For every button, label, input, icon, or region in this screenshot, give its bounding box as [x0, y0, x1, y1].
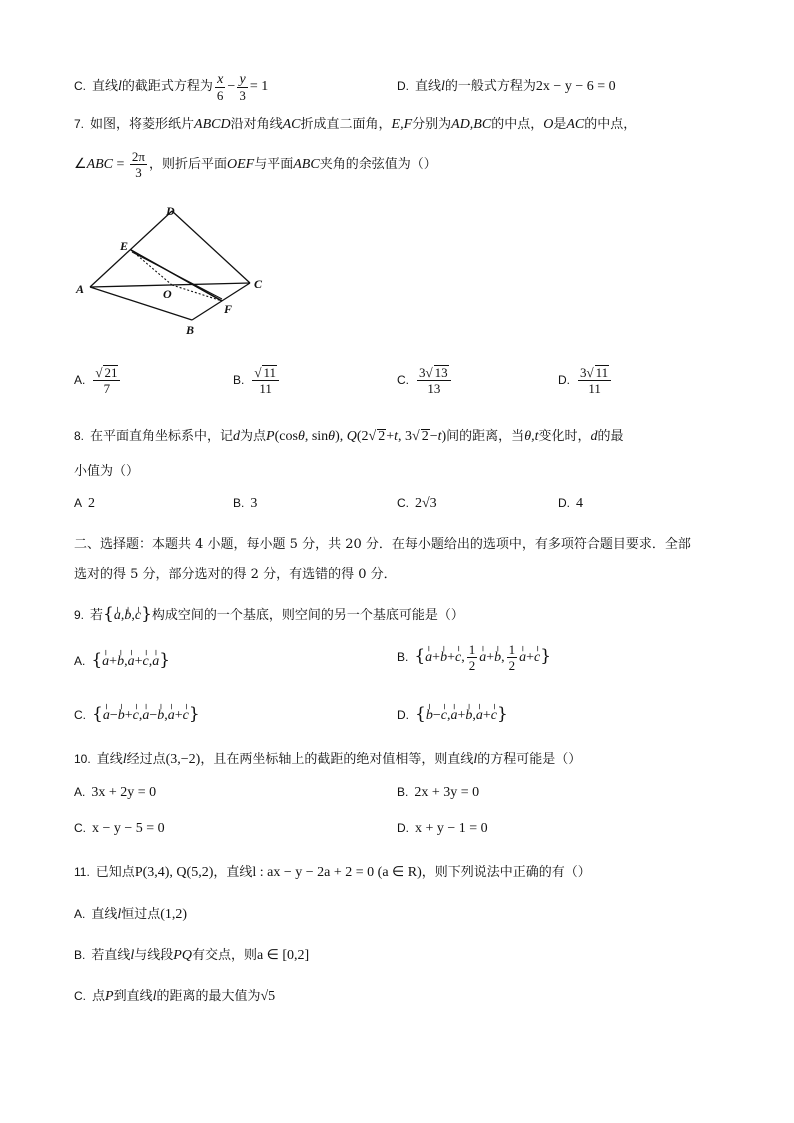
q8-option-d: D. 4 [558, 496, 583, 511]
label-e: E [120, 239, 129, 253]
general-equation: 2x − y − 6 = 0 [535, 79, 616, 94]
q9-option-b: B. {╷ a+╷ b+╷ c, $\frac{1}{2}$ ╷ a+╷ b, $\frac{1}{2}$ ╷ a+╷ c} [397, 642, 551, 673]
label-c: C [254, 277, 263, 291]
q11-option-b: B. 若直线l与线段PQ有交点，则a ∈ [0,2] [74, 948, 310, 963]
q11-stem: 11. 已知点P(3,4), Q(5,2)，直线l : ax − y − 2a + 2 = 0 (a ∈ R)，则下列说法中正确的有（） [74, 865, 591, 880]
question-number: 11. [74, 865, 90, 879]
option-label: D. [397, 79, 409, 93]
question-number: 10. [74, 752, 91, 766]
q10-option-b: B. 2x + 3y = 0 [397, 785, 480, 800]
q9-option-a: A. {╷ a+╷ b,╷ a+╷ c,╷ a} [74, 650, 170, 670]
label-a: A [76, 282, 85, 296]
section-2-heading-cont: 选对的得 5 分，部分选对的得 2 分，有选错的得 0 分． [74, 567, 397, 582]
q10-option-a: A. 3x + 2y = 0 [74, 785, 157, 800]
q11-option-c: C. 点P到直线l的距离的最大值为√5 [74, 989, 276, 1004]
q7-option-b: B. √ $\frac{11}{11}$ [233, 365, 281, 396]
q7-option-a: A. √ $\frac{21}{7}$ [74, 365, 122, 396]
label-o: O [163, 287, 172, 301]
section-2-heading: 二、选择题：本题共 4 小题，每小题 5 分，共 20 分．在每小题给出的选项中，有多项符合题目要求．全部 [74, 537, 691, 552]
q8-option-b: B. 3 [233, 496, 258, 511]
q6-option-c: C. 直线l的截距式方程为 $\frac{x}{6}$ − $\frac{y}{3}$ = 1 [74, 71, 269, 103]
q7-stem-line2: ∠ABC = $\frac{2\pi}{3}$ ，则折后平面OEF与平面ABC夹角的余弦值为（） [74, 149, 437, 180]
q10-stem: 10. 直线l经过点(3,−2)，且在两坐标轴上的截距的绝对值相等，则直线l的方程可能是（） [74, 752, 582, 767]
q7-stem-line1: 7. 如图，将菱形纸片ABCD沿对角线AC折成直二面角，E,F分别为AD,BC的中点，O是AC的中点， [74, 117, 637, 132]
label-d: D [166, 204, 175, 218]
q8-stem-line2: 小值为（） [74, 464, 140, 479]
rhombus-figure [72, 200, 272, 340]
q11-option-a: A. 直线l恒过点(1,2) [74, 907, 188, 922]
label-b: B [186, 323, 195, 337]
q9-stem: 9. 若{╷ a,╷ b,╷ c}构成空间的一个基底，则空间的另一个基底可能是（） [74, 600, 464, 628]
q10-option-d: D. x + y − 1 = 0 [397, 821, 488, 836]
q8-option-a: A 2 [74, 496, 96, 511]
q7-option-d: D. $\frac{3√ 11}{11}$ [558, 365, 613, 396]
label-f: F [224, 302, 233, 316]
q8-option-c: C. 2√3 [397, 496, 437, 511]
question-number: 8. [74, 429, 85, 443]
q6-option-d: D. 直线l的一般式方程为2x − y − 6 = 0 [397, 79, 616, 94]
q10-option-c: C. x − y − 5 = 0 [74, 821, 165, 836]
question-number: 7. [74, 117, 85, 131]
q7-option-c: C. $\frac{3√ 13}{13}$ [397, 365, 453, 396]
q8-stem-line1: 8. 在平面直角坐标系中，记d为点P(cosθ, sinθ), Q(2√ 2+t, 3√ 2−t)间的距离，当θ,t变化时，d的最 [74, 426, 624, 447]
option-label: C. [74, 79, 86, 93]
q9-option-c: C. {╷ a−╷ b+╷ c,╷ a−╷ b,╷ a+╷ c} [74, 704, 200, 724]
q9-option-d: D. {╷ b−╷ c,╷ a+╷ b,╷ a+╷ c} [397, 704, 508, 724]
question-number: 9. [74, 608, 85, 622]
